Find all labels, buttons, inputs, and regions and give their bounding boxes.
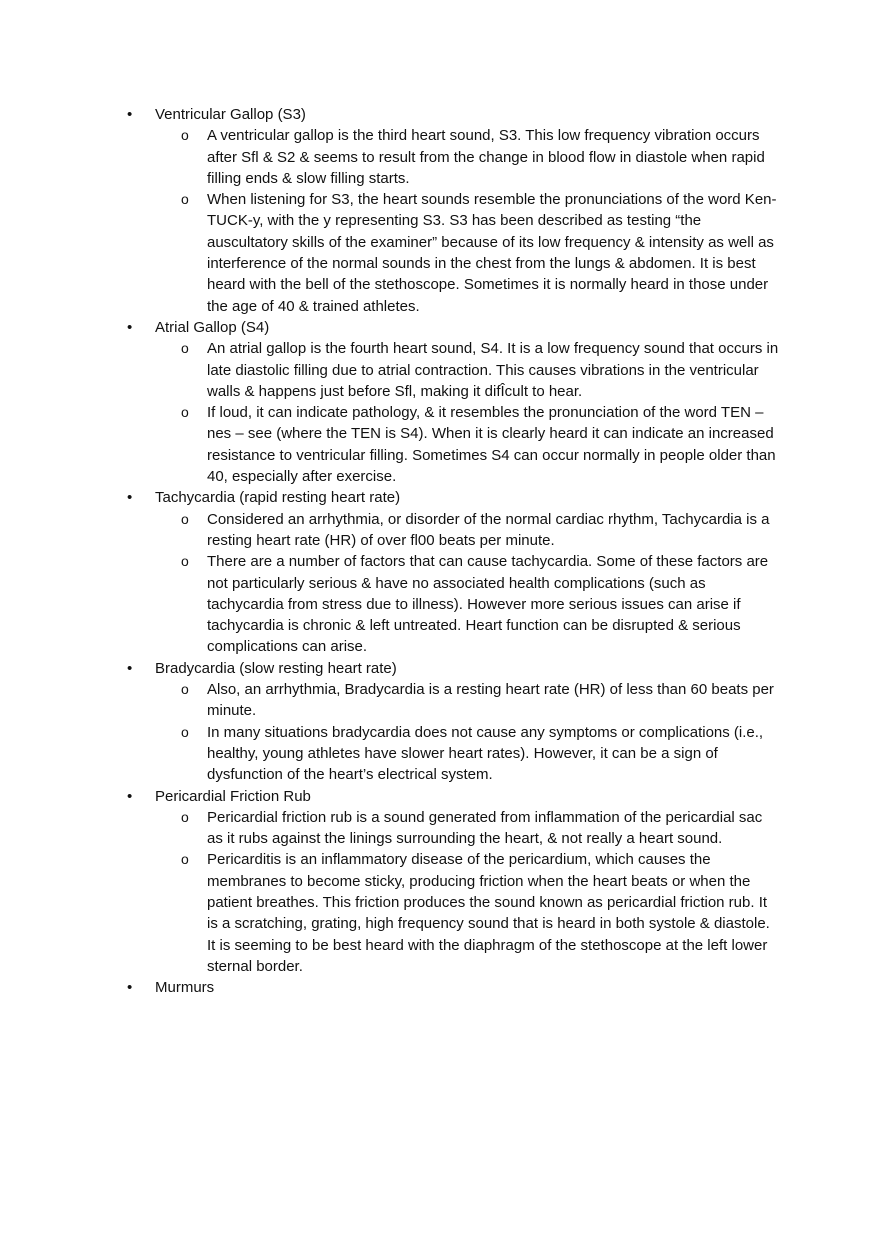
circle-bullet-icon: o [181,510,189,527]
circle-bullet-icon: o [181,723,189,740]
sub-bullet-item [0,849,880,977]
document-body [0,104,880,998]
circle-bullet-icon: o [181,681,189,698]
circle-bullet-icon: o [181,404,189,421]
bullet-item [0,786,880,807]
sub-bullet-item [0,807,880,850]
sub-bullet-item [0,509,880,552]
section-heading: Murmurs [155,979,215,997]
section-heading: Tachycardia (rapid resting heart rate) [155,489,401,507]
bullet-item [0,487,880,508]
section-heading: Pericardial Friction Rub [155,787,311,805]
bullet-icon: • [127,318,133,336]
sub-bullet-item [0,402,880,487]
sub-bullet-item [0,551,880,657]
circle-bullet-icon: o [181,553,189,570]
sub-bullet-text: Pericarditis is an inflammatory disease of the pericardium, which causes the membranes to become sticky, producing friction when the heart beats or when the patient breathes. This friction produces the sound known as pericardial friction rub. It is a scratching, grating, high frequency sound that is heard in both systole & diastole. It is seeming to be best heard with the diaphragm of the stethoscope at the left lower sternal border. [207,851,770,975]
sub-bullet-text: There are a number of factors that can cause tachycardia. Some of these factors are not particularly serious & have no associated health complications (such as tachycardia from stress due to illness). However more serious issues can arise if tachycardia is chronic & left untreated. Heart function can be disrupted & serious complications can arise. [207,553,769,656]
bullet-icon: • [127,106,133,123]
sub-bullet-text: Pericardial friction rub is a sound generated from inflammation of the pericardial sac as it rubs against the linings surrounding the heart, & not really a heart sound. [207,808,763,848]
circle-bullet-icon: o [181,340,189,357]
circle-bullet-icon: o [181,851,189,868]
bullet-item [0,317,880,338]
sub-bullet-item [0,338,880,402]
sub-bullet-text: An atrial gallop is the fourth heart sound, S4. It is a low frequency sound that occurs in late diastolic filling due to atrial contraction. This causes vibrations in the ventricular walls & happens just before Sﬂ, making it difÎcult to hear. [207,340,779,400]
bullet-item [0,658,880,679]
circle-bullet-icon: o [181,191,189,208]
sub-bullet-text: In many situations bradycardia does not cause any symptoms or complications (i.e., healthy, young athletes have slower heart rates). However, it can be a sign of dysfunction of the heart’s electrical system. [207,723,764,784]
bullet-icon: • [127,489,133,507]
sub-bullet-text: Also, an arrhythmia, Bradycardia is a resting heart rate (HR) of less than 60 beats per minute. [207,681,774,720]
sub-bullet-item [0,125,880,189]
bullet-icon: • [127,659,133,677]
sub-bullet-text: When listening for S3, the heart sounds resemble the pronunciations of the word Ken-TUCK-y, with the y representing S3. S3 has been described as testing “the auscultatory skills of the examiner” because of its low frequency & intensity as well as interference of the normal sounds in the chest from the lungs & abdomen. It is best heard with the bell of the stethoscope. Sometimes it is normally heard in those under the age of 40 & trained athletes. [207,191,777,315]
bullet-item [0,977,880,998]
section-heading: Bradycardia (slow resting heart rate) [155,659,397,677]
bullet-icon: • [127,787,133,805]
sub-bullet-item [0,189,880,317]
bullet-item [0,104,880,125]
circle-bullet-icon: o [181,808,189,825]
sub-bullet-text: If loud, it can indicate pathology, & it resembles the pronunciation of the word TEN – nes – see (where the TEN is S4). When it is clearly heard it can indicate an increased resistance to ventricular filling. Sometimes S4 can occur normally in people older than 40, especially after exercise. [207,404,776,486]
circle-bullet-icon: o [181,127,189,144]
bullet-icon: • [127,979,133,997]
sub-bullet-item [0,722,880,786]
sub-bullet-item [0,679,880,722]
sub-bullet-text: A ventricular gallop is the third heart sound, S3. This low frequency vibration occurs after Sﬂ & S2 & seems to result from the change in blood flow in diastole when rapid filling ends & slow filling starts. [207,127,765,187]
sub-bullet-text: Considered an arrhythmia, or disorder of the normal cardiac rhythm, Tachycardia is a resting heart rate (HR) of over ﬂ00 beats per minute. [207,510,770,549]
section-heading: Ventricular Gallop (S3) [155,106,306,123]
section-heading: Atrial Gallop (S4) [155,318,270,336]
